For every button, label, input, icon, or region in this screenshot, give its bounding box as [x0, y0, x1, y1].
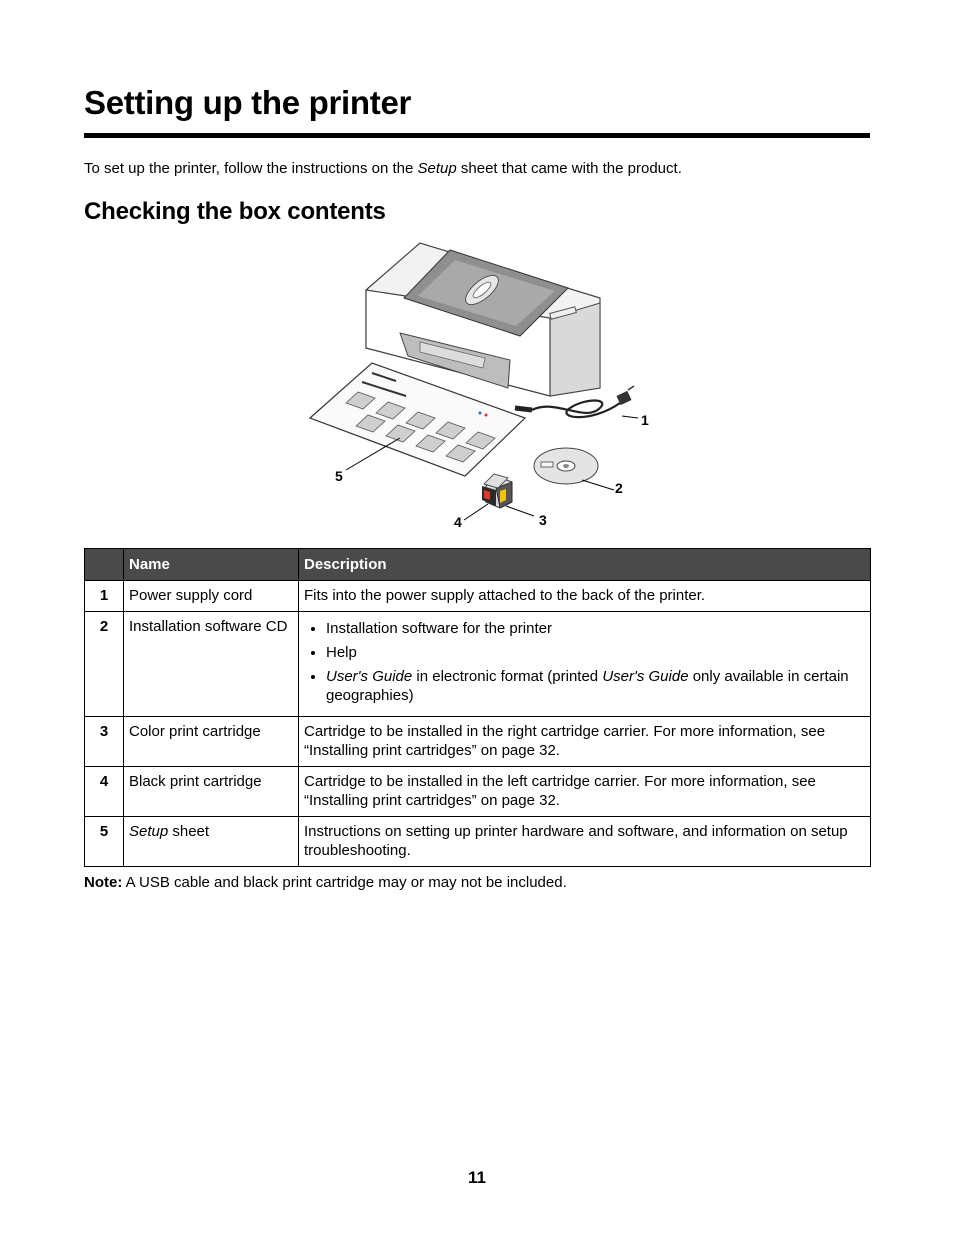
table-row [85, 612, 871, 717]
row-number: 2 [85, 612, 124, 717]
row-name [124, 817, 299, 867]
setup-emphasis: Setup [129, 823, 169, 840]
note-label: Note: [84, 874, 123, 891]
callout-line-1 [622, 416, 638, 418]
row-number: 1 [85, 581, 124, 612]
guide-title: User's Guide [602, 668, 689, 685]
page-title: Setting up the printer [84, 84, 412, 121]
row-name: Black print cartridge [124, 767, 299, 817]
list-item-text: only available in certain geographies) [326, 668, 849, 704]
table-row [85, 581, 871, 612]
callout-line-3 [506, 506, 534, 516]
table-row [85, 817, 871, 867]
callout-line-5 [346, 438, 400, 470]
callout-4: 4 [454, 514, 462, 530]
row-number: 4 [85, 767, 124, 817]
table-header-row [85, 549, 871, 581]
row-name: Power supply cord [124, 581, 299, 612]
intro-paragraph [84, 160, 682, 177]
header-name: Name [124, 549, 299, 581]
list-item-text: in electronic format (printed [412, 668, 603, 685]
callout-2: 2 [615, 480, 623, 496]
intro-text-before: To set up the printer, follow the instructions on the [84, 160, 418, 177]
page-number: 11 [468, 1168, 486, 1187]
table-row [85, 717, 871, 767]
callout-3: 3 [539, 512, 547, 528]
intro-emphasis: Setup [417, 160, 457, 177]
box-contents-table [84, 548, 871, 867]
table-row [85, 767, 871, 817]
list-item: • Installation software for the printer [326, 619, 865, 638]
callout-1: 1 [641, 412, 649, 428]
row-description: Instructions on setting up printer hardware and software, and information on setup troubleshooting. [299, 817, 871, 867]
row-name-rest: sheet [168, 823, 210, 840]
title-rule [84, 133, 870, 138]
header-number [85, 549, 124, 581]
note-text: A USB cable and black print cartridge may or may not be included. [122, 874, 567, 891]
note-paragraph [84, 874, 567, 891]
printer-illustration [300, 238, 660, 538]
row-description: Cartridge to be installed in the left cartridge carrier. For more information, see “Installing print cartridges” on page 32. [299, 767, 871, 817]
guide-title: User's Guide [326, 668, 413, 685]
row-description: Fits into the power supply attached to the back of the printer. [299, 581, 871, 612]
section-heading: Checking the box contents [84, 198, 386, 225]
callout-line-4 [464, 504, 488, 520]
header-description: Description [299, 549, 871, 581]
row-name: Installation software CD [124, 612, 299, 717]
list-item: • Help [326, 643, 865, 662]
row-description [299, 612, 871, 717]
description-bullet-list [304, 619, 865, 705]
row-number: 3 [85, 717, 124, 767]
callout-line-2 [582, 480, 614, 490]
list-item [326, 667, 865, 705]
callout-5: 5 [335, 468, 343, 484]
row-name: Color print cartridge [124, 717, 299, 767]
box-contents-illustration [300, 238, 660, 538]
row-description: Cartridge to be installed in the right cartridge carrier. For more information, see “Installing print cartridges” on page 32. [299, 717, 871, 767]
row-number: 5 [85, 817, 124, 867]
intro-text-after: sheet that came with the product. [456, 160, 682, 177]
